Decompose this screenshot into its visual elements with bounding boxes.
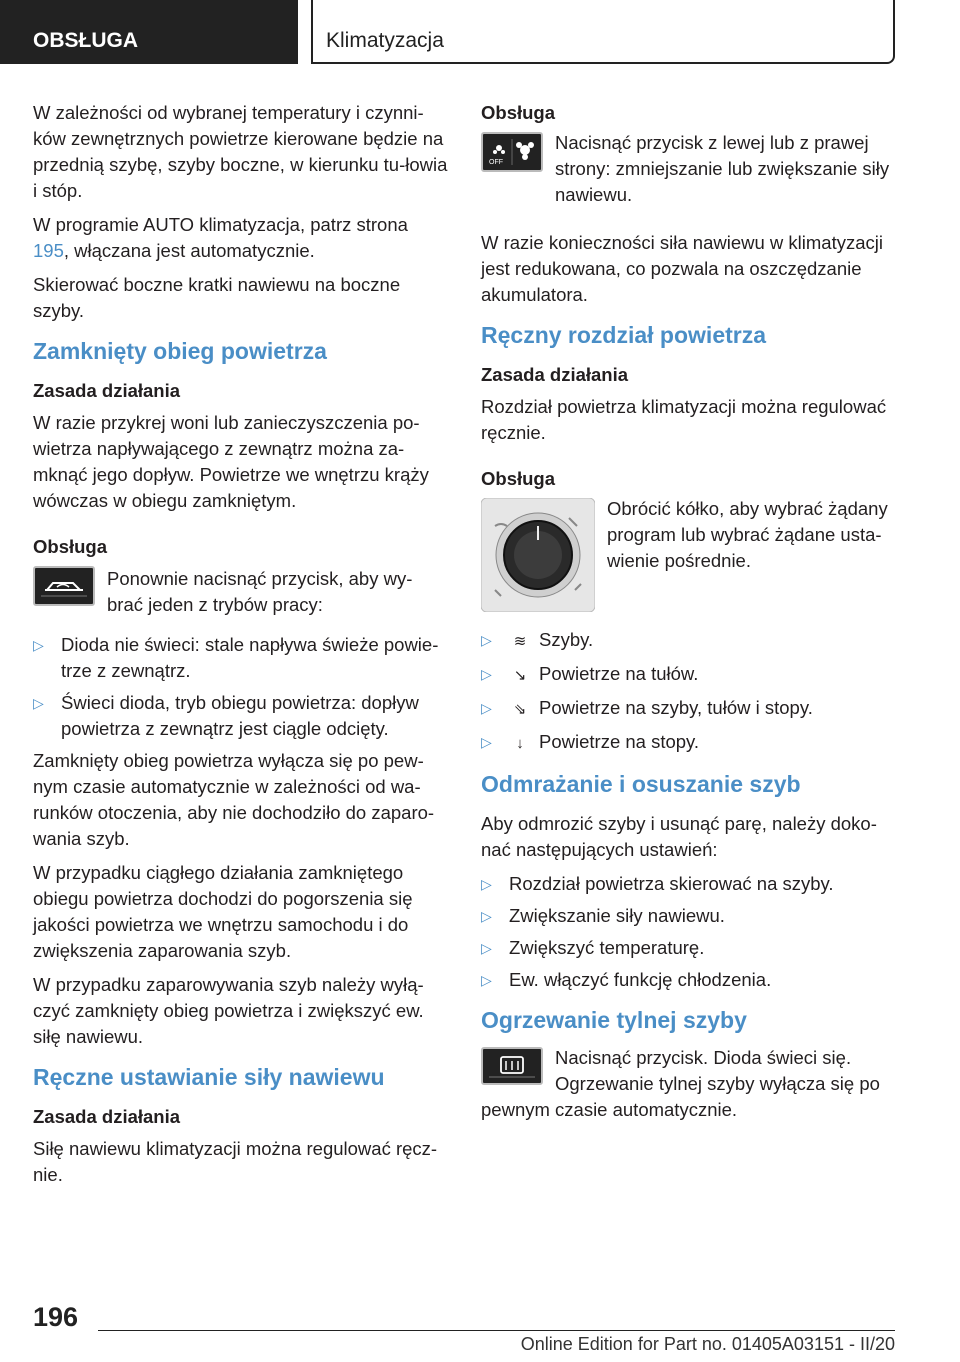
bullet-triangle-icon: ▷ (33, 695, 44, 711)
list-item (481, 871, 895, 897)
text: Powietrze na stopy. (539, 731, 700, 752)
text: Ogrzewanie tylnej szyby wyłącza się po pewnym czasie automatycznie. (481, 1073, 880, 1120)
right-column (481, 100, 895, 1131)
heading-recirculation: Zamknięty obieg powietrza (33, 338, 327, 364)
fan-operation (481, 132, 895, 216)
list-item (481, 729, 895, 757)
defrost-steps (481, 871, 895, 993)
subheading: Obsługa (481, 102, 556, 123)
text: Powietrze na tułów. (539, 663, 699, 684)
heading-air-distribution: Ręczny rozdział powietrza (481, 322, 767, 348)
paragraph: Rozdział powietrza klimatyzacji można regulować ręcznie. (481, 396, 887, 443)
list-item (481, 903, 895, 929)
bullet-triangle-icon: ▷ (481, 908, 492, 924)
bullet-triangle-icon: ▷ (481, 700, 492, 716)
text: Ew. włączyć funkcję chłodzenia. (509, 969, 772, 990)
off-label: OFF (489, 159, 503, 166)
section-label: OBSŁUGA (33, 29, 138, 52)
bullet-triangle-icon: ▷ (481, 734, 492, 750)
distribution-programs (481, 627, 895, 757)
page-link[interactable]: 195 (33, 240, 64, 261)
text: Zwiększanie siły nawiewu. (509, 905, 725, 926)
list-item (481, 935, 895, 961)
paragraph: Zamknięty obieg powietrza wyłącza się po pew-nym czasie automatycznie w zależności od wa-runków otoczenia, aby nie dochodziło do zaparo-wania szyb. (33, 750, 435, 849)
paragraph: Nacisnąć przycisk. Dioda świeci się. (555, 1047, 852, 1068)
paragraph (33, 212, 448, 264)
distribution-operation (481, 498, 895, 617)
section-tab (0, 0, 298, 64)
distribution-knob-image (481, 498, 595, 617)
bullet-triangle-icon: ▷ (33, 637, 44, 653)
text: Dioda nie świeci: stale napływa świeże powie-trze z zewnątrz. (61, 634, 439, 681)
text: , włączana jest automatycznie. (63, 240, 315, 261)
windshield-icon: ≋ (513, 633, 527, 650)
operation-text: Obrócić kółko, aby wybrać żądany program lub wybrać żądane usta-wienie pośrednie. (607, 498, 888, 571)
bullet-triangle-icon: ▷ (481, 666, 492, 682)
bullet-triangle-icon: ▷ (481, 632, 492, 648)
air-windshield-body-feet-icon: ⇘ (513, 701, 527, 718)
recirculation-operation (33, 566, 448, 626)
list-item (33, 690, 448, 742)
text: Zwiększyć temperaturę. (509, 937, 705, 958)
paragraph: Siłę nawiewu klimatyzacji można regulować ręcz-nie. (33, 1138, 438, 1185)
subheading: Obsługa (481, 468, 556, 489)
left-column (33, 100, 448, 1196)
subheading: Zasada działania (33, 1106, 181, 1127)
footer-divider (98, 1330, 895, 1331)
paragraph (481, 1071, 895, 1123)
subheading: Zasada działania (33, 380, 181, 401)
chapter-tab (311, 0, 895, 64)
paragraph: W przypadku ciągłego działania zamkniętego obiegu powietrza dochodzi do pogorszenia się jakości powietrza we wnętrzu samochodu i do zwiększenia zaparowania szyb. (33, 862, 413, 961)
subheading: Zasada działania (481, 364, 629, 385)
recirculation-modes (33, 632, 448, 742)
rear-window-defrost-icon (483, 1049, 541, 1083)
paragraph: W przypadku zaparowywania szyb należy wyłą-czyć zamknięty obieg powietrza i zwiększyć ew. siłę nawiewu. (33, 974, 424, 1047)
page-number: 196 (33, 1302, 79, 1332)
paragraph: W zależności od wybranej temperatury i czynni-ków zewnętrznych powietrze kierowane będzie na przednią szybę, szyby boczne, w kierunku tu-łowia i stóp. (33, 102, 448, 201)
bullet-triangle-icon: ▷ (481, 876, 492, 892)
heading-fan-speed: Ręczne ustawianie siły nawiewu (33, 1064, 385, 1090)
paragraph: Skierować boczne kratki nawiewu na boczne szyby. (33, 274, 401, 321)
air-feet-icon: ↓ (516, 735, 524, 752)
recirculation-button-image (33, 566, 95, 606)
list-item (481, 627, 895, 655)
list-item (481, 661, 895, 689)
text: Powietrze na szyby, tułów i stopy. (539, 697, 813, 718)
fan-buttons-icon (483, 134, 541, 170)
fan-button-image (481, 132, 543, 172)
heading-defrost: Odmrażanie i osuszanie szyb (481, 771, 801, 797)
bullet-triangle-icon: ▷ (481, 940, 492, 956)
list-item (33, 632, 448, 684)
text: Świeci dioda, tryb obiegu powietrza: dopływ powietrza z zewnątrz jest ciągle odcięty. (61, 692, 419, 739)
bullet-triangle-icon: ▷ (481, 972, 492, 988)
text: Rozdział powietrza skierować na szyby. (509, 873, 834, 894)
list-item (481, 967, 895, 993)
rear-heating-button-image (481, 1047, 543, 1085)
footer-edition: Online Edition for Part no. 01405A03151 - II/20 (520, 1334, 895, 1354)
paragraph: W razie przykrej woni lub zanieczyszczenia po-wietrza napływającego z zewnątrz można za-mknąć jego dopływ. Powietrze we wnętrzu krąży wówczas w obiegu zamkniętym. (33, 412, 429, 511)
heading-rear-window-heating: Ogrzewanie tylnej szyby (481, 1007, 747, 1033)
paragraph: W razie konieczności siła nawiewu w klimatyzacji jest redukowana, co pozwala na oszczędzanie akumulatora. (481, 232, 883, 305)
list-item (481, 695, 895, 723)
subheading: Obsługa (33, 536, 108, 557)
paragraph: Aby odmrozić szyby i usunąć parę, należy doko-nać następujących ustawień: (481, 813, 877, 860)
operation-text: Ponownie nacisnąć przycisk, aby wy-brać jeden z trybów pracy: (107, 568, 413, 615)
text: Szyby. (539, 629, 594, 650)
air-distribution-knob-icon[interactable] (481, 498, 595, 612)
operation-text: Nacisnąć przycisk z lewej lub z prawej strony: zmniejszanie lub zwiększanie siły nawiewu. (555, 132, 890, 205)
air-upper-body-icon: ↘ (513, 667, 527, 684)
text: W programie AUTO klimatyzacja, patrz strona (33, 214, 408, 235)
car-recirculation-icon (35, 568, 93, 604)
chapter-title: Klimatyzacja (326, 29, 444, 52)
